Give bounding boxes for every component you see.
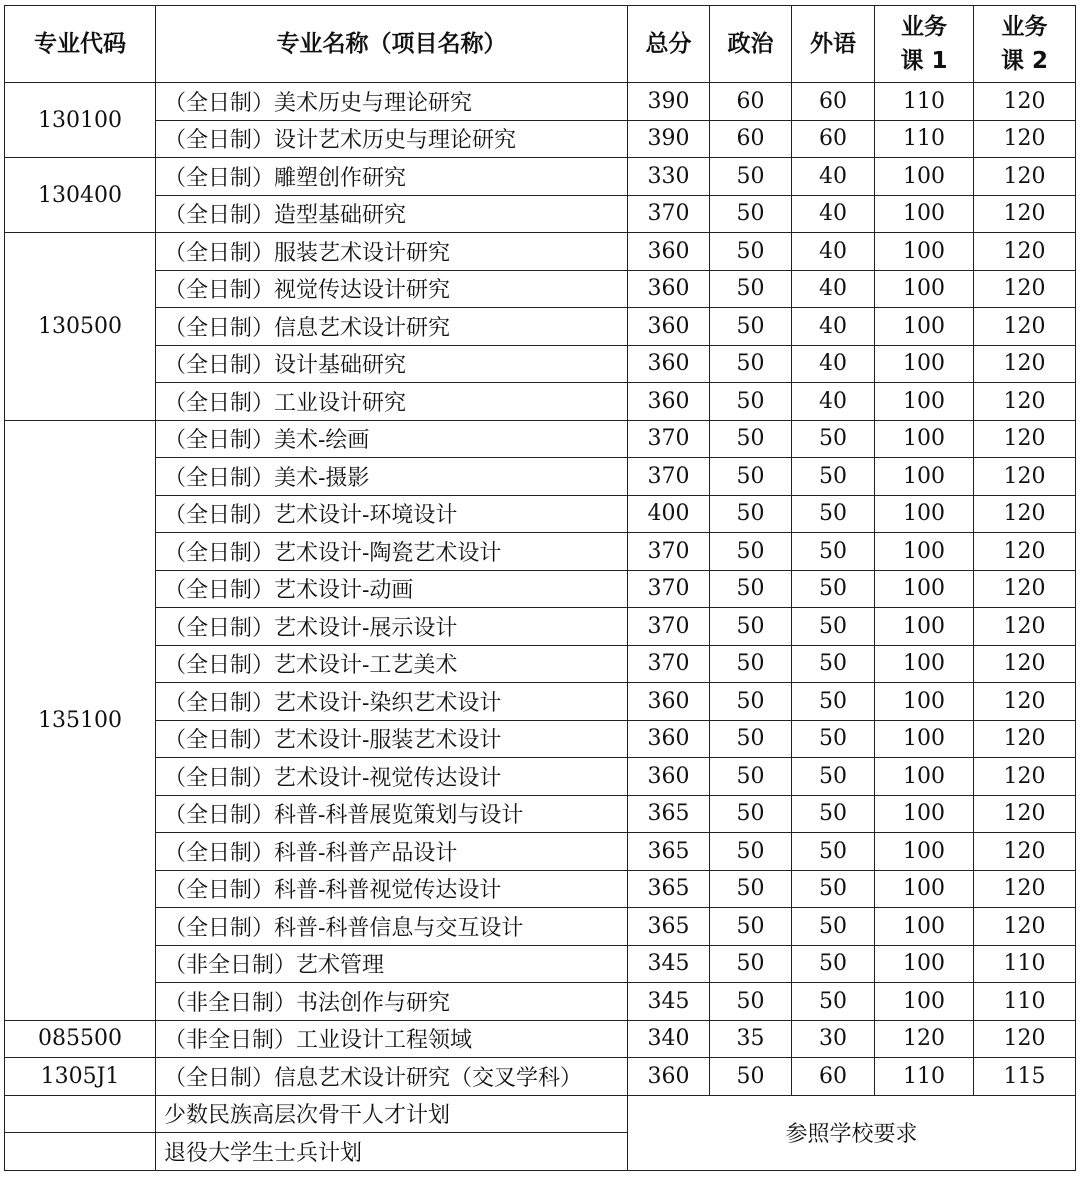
foreign-language-score-cell: 50 [792, 758, 875, 796]
course1-score-cell: 100 [875, 420, 974, 458]
total-score-cell: 345 [628, 945, 710, 983]
course1-score-cell: 100 [875, 308, 974, 346]
foreign-language-score-cell: 50 [792, 833, 875, 871]
course1-score-cell: 100 [875, 720, 974, 758]
table-row [5, 420, 1076, 458]
major-name-cell: （全日制）设计艺术历史与理论研究 [156, 120, 628, 158]
table-row [5, 683, 1076, 721]
foreign-language-score-cell: 50 [792, 645, 875, 683]
course1-score-cell: 100 [875, 795, 974, 833]
foreign-language-score-cell: 40 [792, 158, 875, 196]
table-row [5, 495, 1076, 533]
major-name-cell: （全日制）美术历史与理论研究 [156, 83, 628, 121]
major-name-cell: （全日制）科普-科普视觉传达设计 [156, 870, 628, 908]
course2-score-cell: 120 [974, 870, 1076, 908]
politics-score-cell: 35 [710, 1020, 792, 1058]
course2-score-cell: 120 [974, 120, 1076, 158]
major-name-cell: （全日制）美术-绘画 [156, 420, 628, 458]
course2-score-cell: 120 [974, 420, 1076, 458]
table-row [5, 533, 1076, 571]
total-score-cell: 370 [628, 458, 710, 496]
course2-score-cell: 120 [974, 1020, 1076, 1058]
table-row [5, 758, 1076, 796]
major-name-cell: （全日制）艺术设计-环境设计 [156, 495, 628, 533]
course1-score-cell: 100 [875, 608, 974, 646]
course1-score-cell: 100 [875, 345, 974, 383]
header-course1 [875, 6, 974, 83]
table-row [5, 345, 1076, 383]
total-score-cell: 365 [628, 795, 710, 833]
course1-score-cell: 100 [875, 570, 974, 608]
foreign-language-score-cell: 50 [792, 458, 875, 496]
course2-score-cell: 120 [974, 233, 1076, 271]
course2-score-cell: 120 [974, 158, 1076, 196]
major-name-cell: （全日制）信息艺术设计研究（交叉学科） [156, 1058, 628, 1096]
foreign-language-score-cell: 50 [792, 870, 875, 908]
total-score-cell: 340 [628, 1020, 710, 1058]
major-code-cell: 1305J1 [5, 1058, 156, 1096]
major-name-cell: （非全日制）艺术管理 [156, 945, 628, 983]
politics-score-cell: 50 [710, 983, 792, 1021]
course2-score-cell: 120 [974, 720, 1076, 758]
major-name-cell: （全日制）服装艺术设计研究 [156, 233, 628, 271]
politics-score-cell: 50 [710, 720, 792, 758]
course2-score-cell: 120 [974, 495, 1076, 533]
politics-score-cell: 50 [710, 420, 792, 458]
course1-score-cell: 100 [875, 270, 974, 308]
foreign-language-score-cell: 50 [792, 720, 875, 758]
table-row [5, 870, 1076, 908]
total-score-cell: 360 [628, 683, 710, 721]
table-row [5, 608, 1076, 646]
major-name-cell: （全日制）雕塑创作研究 [156, 158, 628, 196]
table-row [5, 270, 1076, 308]
total-score-cell: 370 [628, 195, 710, 233]
foreign-language-score-cell: 40 [792, 308, 875, 346]
foreign-language-score-cell: 50 [792, 795, 875, 833]
header-name: 专业名称（项目名称） [156, 6, 628, 83]
foreign-language-score-cell: 50 [792, 983, 875, 1021]
politics-score-cell: 50 [710, 345, 792, 383]
table-row [5, 945, 1076, 983]
foreign-language-score-cell: 50 [792, 945, 875, 983]
header-row [5, 6, 1076, 83]
foreign-language-score-cell: 30 [792, 1020, 875, 1058]
major-name-cell: （非全日制）工业设计工程领域 [156, 1020, 628, 1058]
total-score-cell: 370 [628, 420, 710, 458]
total-score-cell: 360 [628, 233, 710, 271]
major-name-cell: （全日制）艺术设计-工艺美术 [156, 645, 628, 683]
politics-score-cell: 50 [710, 833, 792, 871]
course2-score-cell: 120 [974, 833, 1076, 871]
foreign-language-score-cell: 40 [792, 233, 875, 271]
special-plan-row [5, 1095, 1076, 1133]
course1-score-cell: 100 [875, 645, 974, 683]
foreign-language-score-cell: 60 [792, 1058, 875, 1096]
major-name-cell: （全日制）视觉传达设计研究 [156, 270, 628, 308]
course1-score-cell: 100 [875, 495, 974, 533]
total-score-cell: 360 [628, 383, 710, 421]
major-name-cell: （非全日制）书法创作与研究 [156, 983, 628, 1021]
politics-score-cell: 50 [710, 195, 792, 233]
politics-score-cell: 50 [710, 383, 792, 421]
foreign-language-score-cell: 40 [792, 345, 875, 383]
course2-score-cell: 120 [974, 308, 1076, 346]
course1-score-cell: 100 [875, 383, 974, 421]
table-row [5, 195, 1076, 233]
course1-score-cell: 100 [875, 683, 974, 721]
course1-score-cell: 100 [875, 833, 974, 871]
major-name-cell: （全日制）艺术设计-动画 [156, 570, 628, 608]
politics-score-cell: 50 [710, 458, 792, 496]
total-score-cell: 360 [628, 308, 710, 346]
table-row [5, 570, 1076, 608]
course1-score-cell: 120 [875, 1020, 974, 1058]
total-score-cell: 365 [628, 833, 710, 871]
foreign-language-score-cell: 50 [792, 908, 875, 946]
major-name-cell: （全日制）工业设计研究 [156, 383, 628, 421]
header-course2 [974, 6, 1076, 83]
politics-score-cell: 60 [710, 120, 792, 158]
course1-score-cell: 100 [875, 908, 974, 946]
course1-score-cell: 100 [875, 233, 974, 271]
header-code: 专业代码 [5, 6, 156, 83]
header-total: 总分 [628, 6, 710, 83]
table-row [5, 383, 1076, 421]
politics-score-cell: 50 [710, 495, 792, 533]
foreign-language-score-cell: 40 [792, 383, 875, 421]
foreign-language-score-cell: 40 [792, 270, 875, 308]
table-row [5, 233, 1076, 271]
total-score-cell: 370 [628, 570, 710, 608]
course1-score-cell: 100 [875, 945, 974, 983]
table-row [5, 120, 1076, 158]
course2-score-cell: 120 [974, 83, 1076, 121]
major-code-cell: 085500 [5, 1020, 156, 1058]
major-name-cell: （全日制）艺术设计-服装艺术设计 [156, 720, 628, 758]
course1-score-cell: 110 [875, 1058, 974, 1096]
table-row [5, 795, 1076, 833]
major-name-cell: （全日制）造型基础研究 [156, 195, 628, 233]
total-score-cell: 370 [628, 533, 710, 571]
special-plan-name-cell: 少数民族高层次骨干人才计划 [156, 1095, 628, 1133]
table-row [5, 83, 1076, 121]
foreign-language-score-cell: 40 [792, 195, 875, 233]
foreign-language-score-cell: 50 [792, 570, 875, 608]
course2-score-cell: 120 [974, 458, 1076, 496]
foreign-language-score-cell: 50 [792, 495, 875, 533]
course2-score-cell: 120 [974, 758, 1076, 796]
special-plan-note-cell: 参照学校要求 [628, 1095, 1076, 1170]
foreign-language-score-cell: 50 [792, 533, 875, 571]
total-score-cell: 370 [628, 608, 710, 646]
score-table [4, 5, 1076, 1171]
politics-score-cell: 50 [710, 1058, 792, 1096]
politics-score-cell: 50 [710, 570, 792, 608]
course1-score-cell: 100 [875, 195, 974, 233]
total-score-cell: 360 [628, 345, 710, 383]
politics-score-cell: 50 [710, 533, 792, 571]
total-score-cell: 330 [628, 158, 710, 196]
course1-score-cell: 110 [875, 83, 974, 121]
politics-score-cell: 50 [710, 308, 792, 346]
foreign-language-score-cell: 50 [792, 420, 875, 458]
major-name-cell: （全日制）科普-科普信息与交互设计 [156, 908, 628, 946]
empty-code-cell [5, 1095, 156, 1133]
total-score-cell: 370 [628, 645, 710, 683]
major-name-cell: （全日制）科普-科普展览策划与设计 [156, 795, 628, 833]
foreign-language-score-cell: 50 [792, 683, 875, 721]
foreign-language-score-cell: 60 [792, 83, 875, 121]
table-row [5, 458, 1076, 496]
special-plan-name-cell: 退役大学生士兵计划 [156, 1133, 628, 1171]
total-score-cell: 390 [628, 120, 710, 158]
politics-score-cell: 50 [710, 645, 792, 683]
course1-score-cell: 100 [875, 158, 974, 196]
course2-score-cell: 120 [974, 345, 1076, 383]
course2-score-cell: 120 [974, 570, 1076, 608]
major-code-cell: 130500 [5, 233, 156, 421]
politics-score-cell: 50 [710, 270, 792, 308]
total-score-cell: 360 [628, 270, 710, 308]
course2-score-cell: 120 [974, 795, 1076, 833]
table-row [5, 983, 1076, 1021]
course1-score-cell: 110 [875, 120, 974, 158]
major-code-cell: 135100 [5, 420, 156, 1020]
total-score-cell: 365 [628, 908, 710, 946]
course2-score-cell: 120 [974, 645, 1076, 683]
header-politics: 政治 [710, 6, 792, 83]
major-name-cell: （全日制）美术-摄影 [156, 458, 628, 496]
table-row [5, 1058, 1076, 1096]
total-score-cell: 365 [628, 870, 710, 908]
major-code-cell: 130100 [5, 83, 156, 158]
major-name-cell: （全日制）艺术设计-陶瓷艺术设计 [156, 533, 628, 571]
politics-score-cell: 50 [710, 608, 792, 646]
table-row [5, 1020, 1076, 1058]
foreign-language-score-cell: 60 [792, 120, 875, 158]
course2-score-cell: 110 [974, 983, 1076, 1021]
politics-score-cell: 50 [710, 870, 792, 908]
major-name-cell: （全日制）艺术设计-展示设计 [156, 608, 628, 646]
politics-score-cell: 50 [710, 683, 792, 721]
header-foreign: 外语 [792, 6, 875, 83]
total-score-cell: 390 [628, 83, 710, 121]
total-score-cell: 345 [628, 983, 710, 1021]
major-name-cell: （全日制）艺术设计-染织艺术设计 [156, 683, 628, 721]
course1-score-cell: 100 [875, 870, 974, 908]
politics-score-cell: 50 [710, 233, 792, 271]
course1-score-cell: 100 [875, 983, 974, 1021]
course1-score-cell: 100 [875, 533, 974, 571]
course2-score-cell: 120 [974, 608, 1076, 646]
major-name-cell: （全日制）设计基础研究 [156, 345, 628, 383]
major-code-cell: 130400 [5, 158, 156, 233]
total-score-cell: 360 [628, 758, 710, 796]
total-score-cell: 400 [628, 495, 710, 533]
course2-score-cell: 120 [974, 533, 1076, 571]
major-name-cell: （全日制）信息艺术设计研究 [156, 308, 628, 346]
course2-score-cell: 120 [974, 383, 1076, 421]
total-score-cell: 360 [628, 1058, 710, 1096]
course2-score-cell: 120 [974, 195, 1076, 233]
course2-score-cell: 120 [974, 908, 1076, 946]
politics-score-cell: 60 [710, 83, 792, 121]
course2-score-cell: 120 [974, 270, 1076, 308]
header-course2-text: 业务 课 2 [1000, 14, 1048, 74]
course2-score-cell: 110 [974, 945, 1076, 983]
course2-score-cell: 115 [974, 1058, 1076, 1096]
total-score-cell: 360 [628, 720, 710, 758]
foreign-language-score-cell: 50 [792, 608, 875, 646]
politics-score-cell: 50 [710, 945, 792, 983]
politics-score-cell: 50 [710, 758, 792, 796]
table-row [5, 720, 1076, 758]
course1-score-cell: 100 [875, 458, 974, 496]
table-row [5, 158, 1076, 196]
header-course1-text: 业务 课 1 [900, 14, 948, 74]
politics-score-cell: 50 [710, 158, 792, 196]
major-name-cell: （全日制）科普-科普产品设计 [156, 833, 628, 871]
major-name-cell: （全日制）艺术设计-视觉传达设计 [156, 758, 628, 796]
table-row [5, 908, 1076, 946]
politics-score-cell: 50 [710, 908, 792, 946]
table-row [5, 833, 1076, 871]
table-row [5, 645, 1076, 683]
empty-code-cell [5, 1133, 156, 1171]
course2-score-cell: 120 [974, 683, 1076, 721]
politics-score-cell: 50 [710, 795, 792, 833]
table-body [5, 83, 1076, 1171]
course1-score-cell: 100 [875, 758, 974, 796]
table-row [5, 308, 1076, 346]
